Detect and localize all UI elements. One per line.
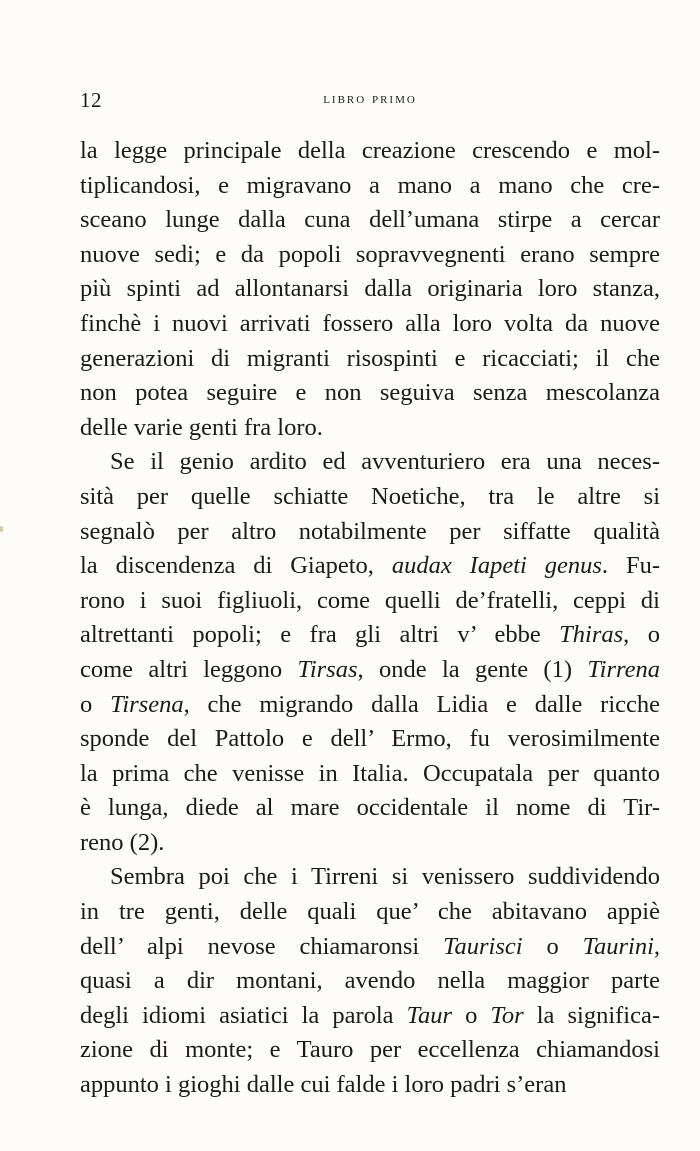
text-line [80, 342, 660, 377]
text-run: nuove sedi; e da popoli sopravvegnenti erano sempre [80, 240, 660, 268]
text-line [80, 515, 660, 550]
paragraph [80, 860, 660, 1102]
running-head: libro primo [323, 91, 417, 107]
text-run: in tre genti, delle quali que’ che abitavano appiè [80, 898, 660, 926]
italic-text: Thiras [559, 621, 624, 649]
text-run: la significa- [523, 1001, 660, 1029]
text-run: o [452, 1001, 491, 1029]
text-run: come altri leggono [80, 655, 298, 683]
text-line [80, 203, 660, 238]
text-run: generazioni di migranti risospinti e ricacciati; il che [80, 344, 660, 372]
text-line [80, 618, 660, 653]
text-run: sceano lunge dalla cuna dell’umana stirpe a cercar [80, 206, 660, 234]
body-text [80, 134, 660, 1103]
text-line [80, 238, 660, 273]
text-run: reno (2). [80, 828, 165, 856]
text-line [80, 826, 660, 861]
text-run: o [80, 690, 111, 718]
page-number: 12 [80, 88, 102, 112]
text-line [80, 964, 660, 999]
paragraph [80, 445, 660, 860]
text-line [80, 1033, 660, 1068]
text-run: altrettanti popoli; e fra gli altri v’ ebbe [80, 621, 560, 649]
italic-text: Tirrena [587, 655, 660, 683]
text-run: , o [623, 621, 661, 649]
text-line [80, 411, 660, 446]
text-line [80, 307, 660, 342]
text-line [80, 757, 660, 792]
text-run: degli idiomi asiatici la parola [80, 1001, 407, 1029]
italic-text: Tirsas [297, 655, 358, 683]
text-run: tiplicandosi, e migravano a mano a mano che cre- [80, 171, 660, 199]
text-line [80, 722, 660, 757]
italic-text: Taurini [582, 932, 654, 960]
text-run: appunto i gioghi dalle cui falde i loro padri s’eran [80, 1071, 567, 1099]
text-run: , onde la gente (1) [357, 655, 588, 683]
text-run: . Fu- [601, 552, 660, 580]
page-header [80, 88, 660, 118]
text-line [80, 860, 660, 895]
text-run: la legge principale della creazione crescendo e mol- [80, 137, 660, 164]
text-line [80, 791, 660, 826]
text-run: la prima che venisse in Italia. Occupatala per quanto [80, 759, 660, 787]
italic-text: audax Iapeti genus [391, 552, 602, 580]
text-run: Sembra poi che i Tirreni si venissero suddividendo [110, 863, 660, 891]
italic-text: Taur [406, 1001, 453, 1029]
text-run: finchè i nuovi arrivati fossero alla loro volta da nuove [80, 309, 660, 337]
text-run: zione di monte; e Tauro per eccellenza chiamandosi [80, 1036, 660, 1064]
text-line [80, 445, 660, 480]
text-line [80, 999, 660, 1034]
text-run: sità per quelle schiatte Noetiche, tra le altre si [80, 482, 660, 510]
text-line [80, 1068, 660, 1103]
text-run: dell’ alpi nevose chiamaronsi [80, 932, 444, 960]
paragraph [80, 134, 660, 445]
text-run: , che migrando dalla Lidia e dalle ricche [183, 690, 660, 718]
text-run: più spinti ad allontanarsi dalla originaria loro stanza, [80, 275, 660, 303]
italic-text: Taurisci [443, 932, 523, 960]
text-run: quasi a dir montani, avendo nella maggior parte [80, 967, 660, 995]
text-line [80, 930, 660, 965]
text-line [80, 653, 660, 688]
text-line [80, 376, 660, 411]
text-line [80, 134, 660, 169]
text-run: rono i suoi figliuoli, come quelli de’fratelli, ceppi di [80, 586, 660, 614]
text-run: è lunga, diede al mare occidentale il nome di Tir- [80, 794, 660, 822]
text-line [80, 895, 660, 930]
text-line [80, 584, 660, 619]
text-line [80, 688, 660, 723]
text-run: , [653, 932, 661, 960]
text-line [80, 480, 660, 515]
text-run: o [522, 932, 583, 960]
paper-speck [0, 526, 3, 532]
text-line [80, 272, 660, 307]
italic-text: Tirsena [110, 690, 184, 718]
text-run: non potea seguire e non seguiva senza mescolanza [80, 379, 660, 407]
text-run: segnalò per altro notabilmente per siffatte qualità [80, 517, 660, 545]
text-line [80, 549, 660, 584]
text-run: delle varie genti fra loro. [80, 413, 323, 441]
text-line [80, 169, 660, 204]
text-run: Se il genio ardito ed avventuriero era una neces- [110, 448, 660, 476]
text-run: sponde del Pattolo e dell’ Ermo, fu verosimilmente [80, 725, 660, 753]
text-run: la discendenza di Giapeto, [80, 552, 392, 580]
italic-text: Tor [490, 1001, 524, 1029]
